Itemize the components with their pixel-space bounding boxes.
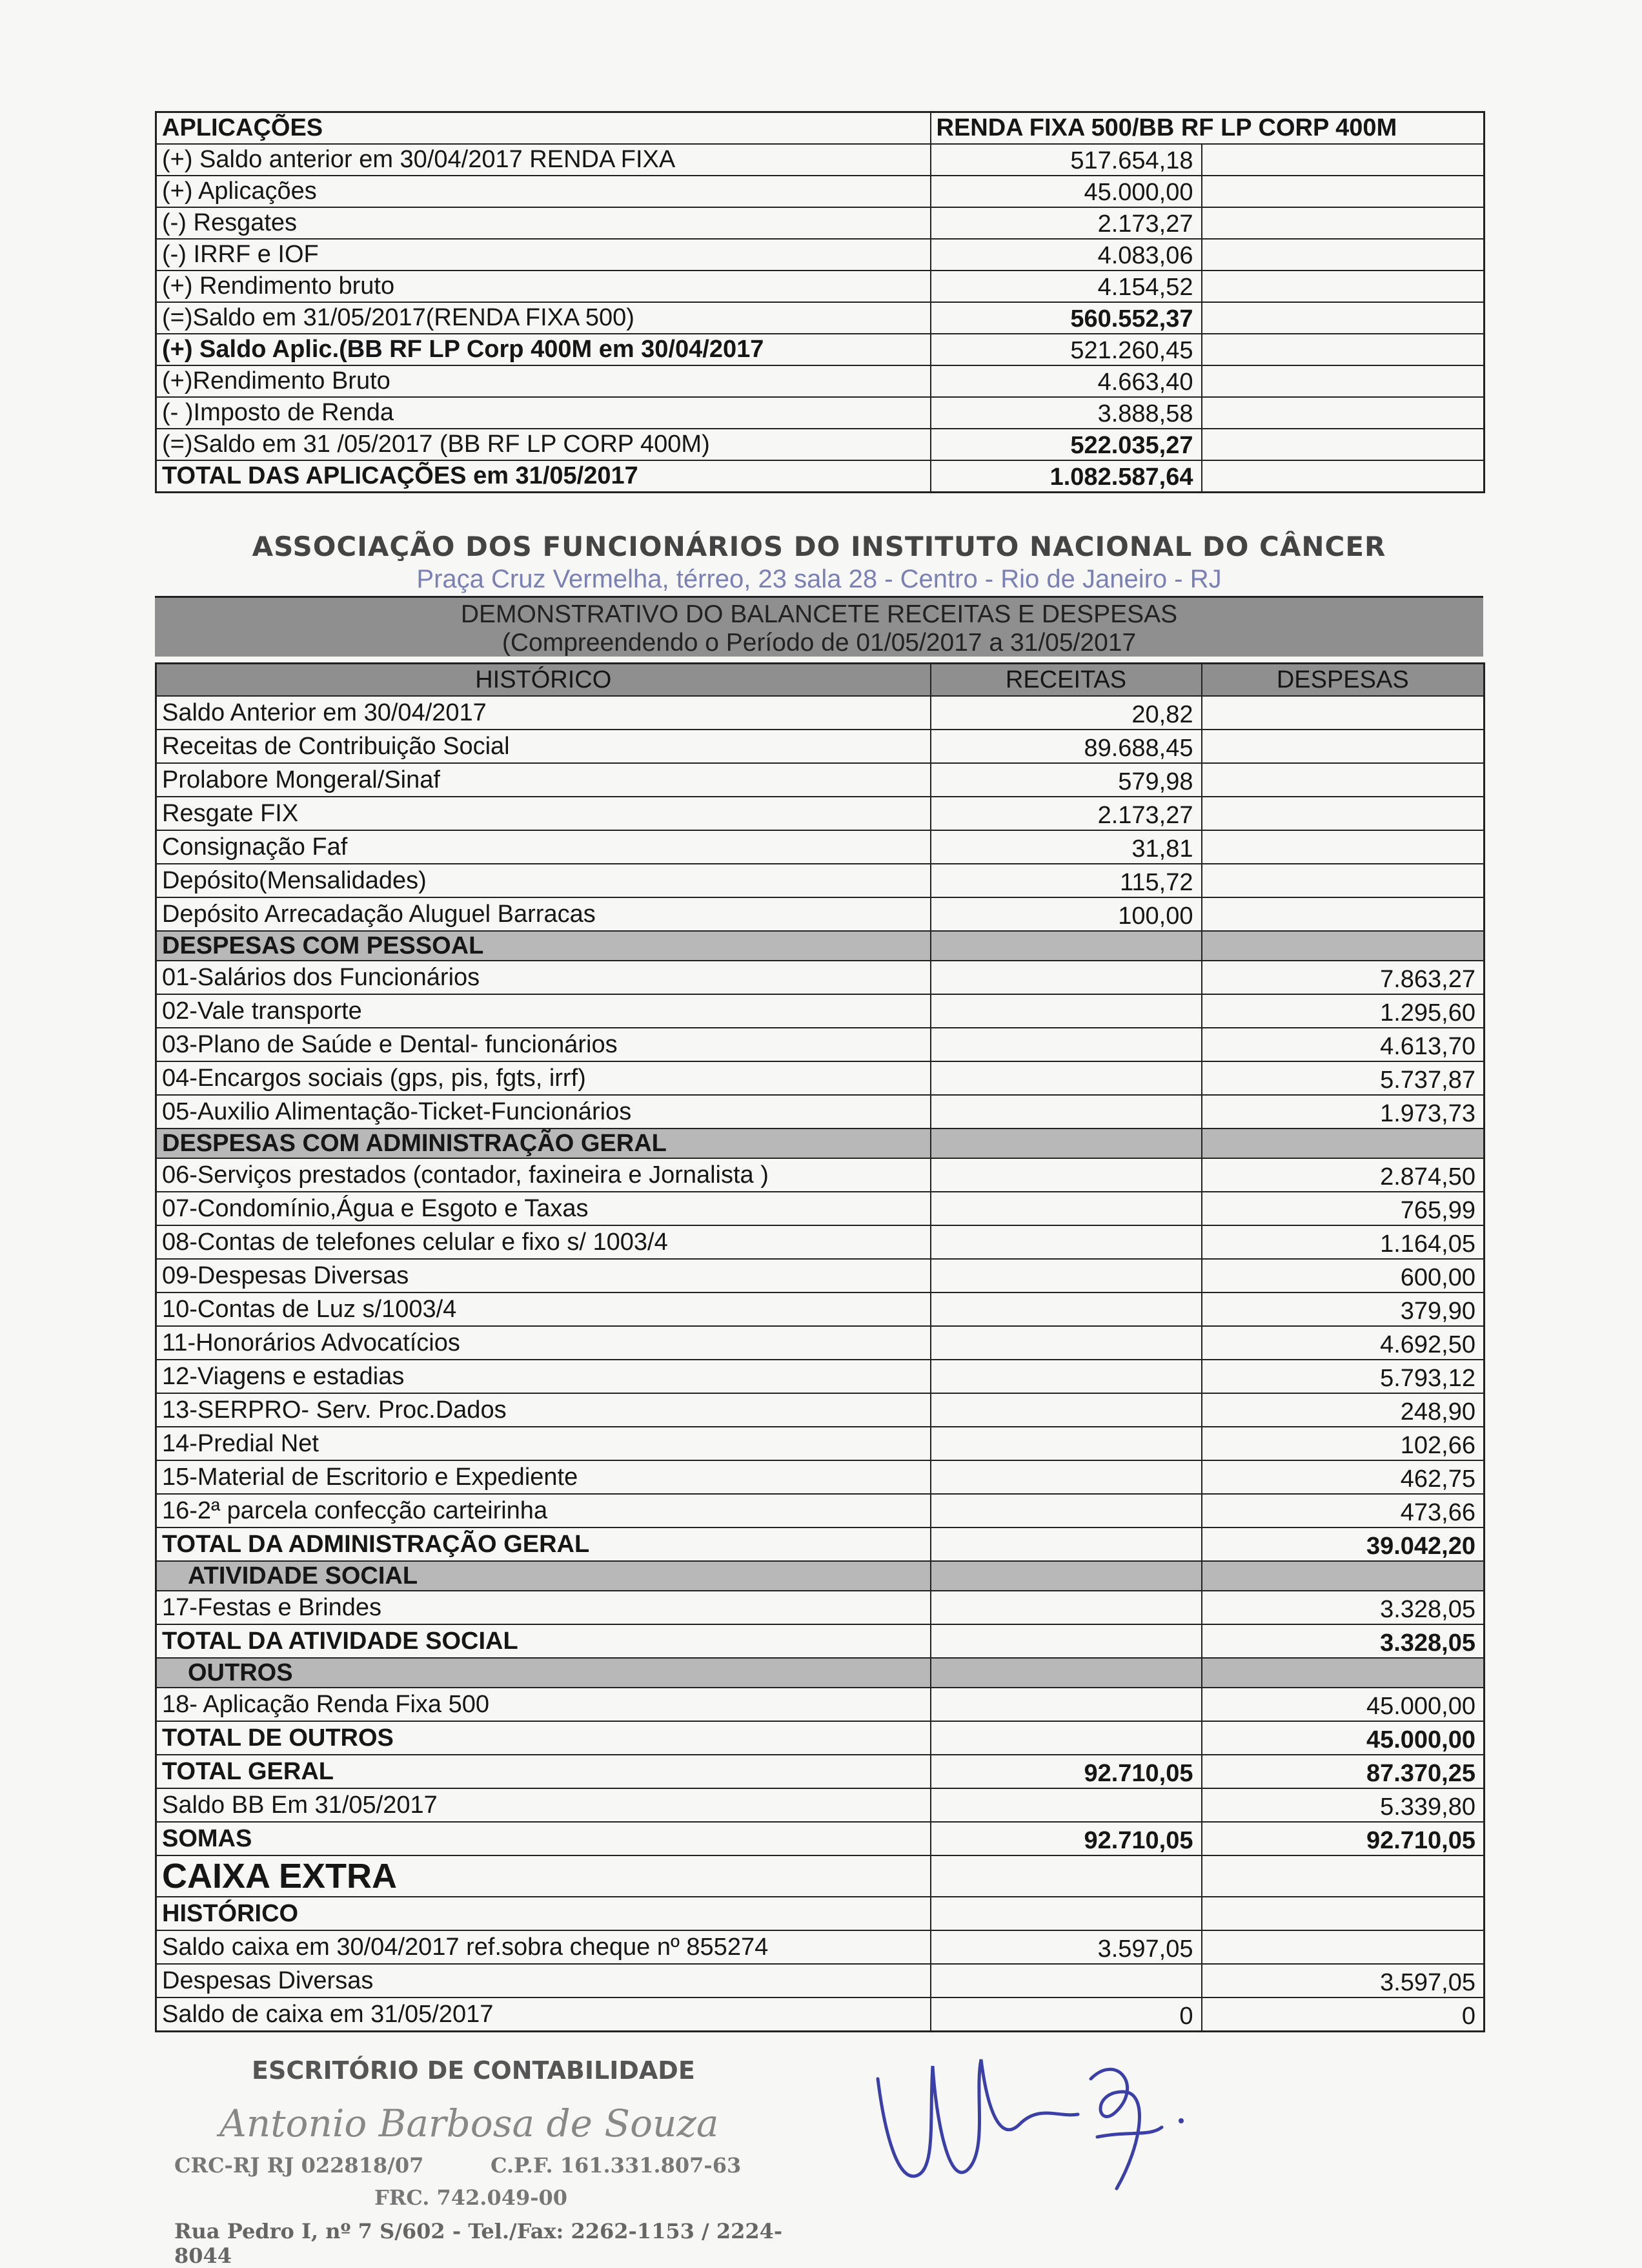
aplicacoes-row-empty bbox=[1202, 144, 1485, 176]
aplicacoes-row-empty bbox=[1202, 460, 1485, 493]
row-historico: 05-Auxilio Alimentação-Ticket-Funcionários bbox=[156, 1095, 931, 1129]
table-row bbox=[156, 1061, 1485, 1095]
row-historico: Saldo de caixa em 31/05/2017 bbox=[156, 1997, 931, 2032]
table-row bbox=[156, 1591, 1485, 1624]
table-row bbox=[156, 1964, 1485, 1997]
section-title: ATIVIDADE SOCIAL bbox=[156, 1561, 931, 1591]
row-historico: 14-Predial Net bbox=[156, 1427, 931, 1460]
row-receita: 92.710,05 bbox=[931, 1755, 1202, 1788]
row-despesa: 1.164,05 bbox=[1202, 1225, 1485, 1259]
stamp-frc: FRC. 742.049-00 bbox=[374, 2185, 568, 2210]
stamp-cpf: C.P.F. 161.331.807-63 bbox=[491, 2153, 742, 2178]
handwritten-signature bbox=[871, 2040, 1233, 2208]
row-despesa: 1.973,73 bbox=[1202, 1095, 1485, 1129]
row-historico: 04-Encargos sociais (gps, pis, fgts, irrf) bbox=[156, 1061, 931, 1095]
section-empty-receita bbox=[931, 931, 1202, 961]
row-receita bbox=[931, 1028, 1202, 1061]
table-row bbox=[156, 1788, 1485, 1822]
row-despesa: 473,66 bbox=[1202, 1494, 1485, 1527]
row-historico: Receitas de Contribuição Social bbox=[156, 730, 931, 763]
report-title: DEMONSTRATIVO DO BALANCETE RECEITAS E DESPESAS bbox=[460, 600, 1178, 628]
aplicacoes-row-value: 45.000,00 bbox=[931, 176, 1202, 207]
table-row bbox=[156, 1095, 1485, 1129]
row-receita: 100,00 bbox=[931, 897, 1202, 931]
row-despesa bbox=[1202, 897, 1485, 931]
aplicacoes-row-label: (-) IRRF e IOF bbox=[156, 239, 931, 271]
report-header bbox=[155, 516, 1483, 657]
aplicacoes-row bbox=[156, 302, 1485, 334]
row-despesa: 5.737,87 bbox=[1202, 1061, 1485, 1095]
aplicacoes-row-value: 2.173,27 bbox=[931, 207, 1202, 239]
row-despesa: 5.793,12 bbox=[1202, 1360, 1485, 1393]
row-receita: 20,82 bbox=[931, 696, 1202, 730]
row-despesa: 2.874,50 bbox=[1202, 1158, 1485, 1192]
table-row bbox=[156, 1158, 1485, 1192]
row-despesa: 7.863,27 bbox=[1202, 961, 1485, 994]
aplicacoes-row bbox=[156, 460, 1485, 493]
table-row bbox=[156, 1688, 1485, 1721]
table-row bbox=[156, 1259, 1485, 1292]
aplicacoes-row-empty bbox=[1202, 429, 1485, 460]
aplicacoes-row-value: 517.654,18 bbox=[931, 144, 1202, 176]
table-row bbox=[156, 1225, 1485, 1259]
column-header-row bbox=[156, 664, 1485, 697]
aplicacoes-header-fund: RENDA FIXA 500/BB RF LP CORP 400M bbox=[931, 112, 1485, 145]
row-receita: 92.710,05 bbox=[931, 1822, 1202, 1855]
row-receita bbox=[931, 1721, 1202, 1755]
row-historico: HISTÓRICO bbox=[156, 1897, 931, 1930]
aplicacoes-row-empty bbox=[1202, 334, 1485, 365]
organization-title: ASSOCIAÇÃO DOS FUNCIONÁRIOS DO INSTITUTO NACIONAL DO CÂNCER bbox=[252, 531, 1386, 562]
aplicacoes-row-label: (+) Aplicações bbox=[156, 176, 931, 207]
row-receita bbox=[931, 1292, 1202, 1326]
row-despesa: 1.295,60 bbox=[1202, 994, 1485, 1028]
row-despesa: 3.328,05 bbox=[1202, 1624, 1485, 1658]
section-empty-despesa bbox=[1202, 931, 1485, 961]
section-empty-despesa bbox=[1202, 1129, 1485, 1158]
row-despesa bbox=[1202, 797, 1485, 830]
balancete-table bbox=[155, 662, 1485, 2032]
row-historico: 16-2ª parcela confecção carteirinha bbox=[156, 1494, 931, 1527]
row-despesa: 4.692,50 bbox=[1202, 1326, 1485, 1360]
stamp-crc: CRC-RJ RJ 022818/07 bbox=[174, 2153, 424, 2178]
aplicacoes-row-value: 521.260,45 bbox=[931, 334, 1202, 365]
row-despesa: 5.339,80 bbox=[1202, 1788, 1485, 1822]
table-row bbox=[156, 797, 1485, 830]
row-receita bbox=[931, 1158, 1202, 1192]
table-row bbox=[156, 1930, 1485, 1964]
section-title: DESPESAS COM ADMINISTRAÇÃO GERAL bbox=[156, 1129, 931, 1158]
row-despesa: 87.370,25 bbox=[1202, 1755, 1485, 1788]
section-empty-receita bbox=[931, 1658, 1202, 1688]
section-empty-despesa bbox=[1202, 1561, 1485, 1591]
section-empty-despesa bbox=[1202, 1658, 1485, 1688]
row-receita: 0 bbox=[931, 1997, 1202, 2032]
table-row bbox=[156, 1624, 1485, 1658]
row-receita: 115,72 bbox=[931, 864, 1202, 897]
row-historico: 07-Condomínio,Água e Esgoto e Taxas bbox=[156, 1192, 931, 1225]
row-historico: 17-Festas e Brindes bbox=[156, 1591, 931, 1624]
row-historico: 15-Material de Escritorio e Expediente bbox=[156, 1460, 931, 1494]
aplicacoes-row-label: TOTAL DAS APLICAÇÕES em 31/05/2017 bbox=[156, 460, 931, 493]
section-title: DESPESAS COM PESSOAL bbox=[156, 931, 931, 961]
aplicacoes-row-label: (-) Resgates bbox=[156, 207, 931, 239]
table-row bbox=[156, 1393, 1485, 1427]
section-row bbox=[156, 1129, 1485, 1158]
table-row bbox=[156, 1326, 1485, 1360]
row-despesa: 462,75 bbox=[1202, 1460, 1485, 1494]
table-row bbox=[156, 994, 1485, 1028]
row-historico: 11-Honorários Advocatícios bbox=[156, 1326, 931, 1360]
row-historico: 09-Despesas Diversas bbox=[156, 1259, 931, 1292]
report-title-band bbox=[155, 596, 1483, 657]
row-receita bbox=[931, 1897, 1202, 1930]
aplicacoes-row-label: (=)Saldo em 31 /05/2017 (BB RF LP CORP 400M) bbox=[156, 429, 931, 460]
aplicacoes-row bbox=[156, 397, 1485, 429]
section-row bbox=[156, 1658, 1485, 1688]
row-despesa bbox=[1202, 830, 1485, 864]
row-historico: TOTAL DA ATIVIDADE SOCIAL bbox=[156, 1624, 931, 1658]
aplicacoes-row bbox=[156, 365, 1485, 397]
aplicacoes-row-empty bbox=[1202, 176, 1485, 207]
table-row bbox=[156, 1292, 1485, 1326]
table-row bbox=[156, 1997, 1485, 2032]
aplicacoes-row-empty bbox=[1202, 207, 1485, 239]
table-row bbox=[156, 1755, 1485, 1788]
row-historico: 10-Contas de Luz s/1003/4 bbox=[156, 1292, 931, 1326]
aplicacoes-row-empty bbox=[1202, 271, 1485, 302]
row-receita bbox=[931, 1688, 1202, 1721]
accountant-stamp bbox=[168, 2056, 813, 2268]
row-historico: Saldo BB Em 31/05/2017 bbox=[156, 1788, 931, 1822]
row-historico: Consignação Faf bbox=[156, 830, 931, 864]
row-despesa: 92.710,05 bbox=[1202, 1822, 1485, 1855]
row-receita bbox=[931, 1788, 1202, 1822]
row-despesa: 600,00 bbox=[1202, 1259, 1485, 1292]
row-receita: 89.688,45 bbox=[931, 730, 1202, 763]
aplicacoes-row-label: (+) Saldo anterior em 30/04/2017 RENDA FIXA bbox=[156, 144, 931, 176]
aplicacoes-header-row bbox=[156, 112, 1485, 145]
table-row bbox=[156, 1192, 1485, 1225]
aplicacoes-row-value: 4.083,06 bbox=[931, 239, 1202, 271]
row-historico: SOMAS bbox=[156, 1822, 931, 1855]
row-despesa bbox=[1202, 864, 1485, 897]
row-historico: 08-Contas de telefones celular e fixo s/ 1003/4 bbox=[156, 1225, 931, 1259]
aplicacoes-row bbox=[156, 176, 1485, 207]
row-historico: 12-Viagens e estadias bbox=[156, 1360, 931, 1393]
row-receita bbox=[931, 1061, 1202, 1095]
aplicacoes-row-label: (+)Rendimento Bruto bbox=[156, 365, 931, 397]
table-row bbox=[156, 1527, 1485, 1561]
row-historico: 18- Aplicação Renda Fixa 500 bbox=[156, 1688, 931, 1721]
aplicacoes-row-empty bbox=[1202, 239, 1485, 271]
row-receita: 3.597,05 bbox=[931, 1930, 1202, 1964]
row-despesa: 45.000,00 bbox=[1202, 1721, 1485, 1755]
row-despesa: 4.613,70 bbox=[1202, 1028, 1485, 1061]
table-row bbox=[156, 1721, 1485, 1755]
row-historico: Depósito(Mensalidades) bbox=[156, 864, 931, 897]
row-historico: 01-Salários dos Funcionários bbox=[156, 961, 931, 994]
table-row bbox=[156, 1028, 1485, 1061]
aplicacoes-row-empty bbox=[1202, 302, 1485, 334]
row-historico: CAIXA EXTRA bbox=[156, 1855, 931, 1897]
row-despesa: 379,90 bbox=[1202, 1292, 1485, 1326]
row-receita bbox=[931, 1527, 1202, 1561]
table-row bbox=[156, 1360, 1485, 1393]
table-row bbox=[156, 1822, 1485, 1855]
row-receita bbox=[931, 994, 1202, 1028]
table-row bbox=[156, 1427, 1485, 1460]
row-despesa bbox=[1202, 696, 1485, 730]
row-despesa bbox=[1202, 1855, 1485, 1897]
row-historico: Prolabore Mongeral/Sinaf bbox=[156, 763, 931, 797]
row-historico: Depósito Arrecadação Aluguel Barracas bbox=[156, 897, 931, 931]
row-receita: 579,98 bbox=[931, 763, 1202, 797]
column-header-historico: HISTÓRICO bbox=[156, 664, 931, 697]
row-receita: 31,81 bbox=[931, 830, 1202, 864]
row-despesa bbox=[1202, 730, 1485, 763]
row-despesa: 3.328,05 bbox=[1202, 1591, 1485, 1624]
aplicacoes-table bbox=[155, 111, 1485, 493]
table-row bbox=[156, 1494, 1485, 1527]
row-historico: Saldo caixa em 30/04/2017 ref.sobra cheque nº 855274 bbox=[156, 1930, 931, 1964]
row-receita bbox=[931, 1360, 1202, 1393]
aplicacoes-row bbox=[156, 207, 1485, 239]
row-historico: Saldo Anterior em 30/04/2017 bbox=[156, 696, 931, 730]
row-receita bbox=[931, 1192, 1202, 1225]
section-empty-receita bbox=[931, 1129, 1202, 1158]
aplicacoes-row-label: (=)Saldo em 31/05/2017(RENDA FIXA 500) bbox=[156, 302, 931, 334]
row-despesa bbox=[1202, 763, 1485, 797]
row-receita bbox=[931, 961, 1202, 994]
table-row bbox=[156, 1460, 1485, 1494]
row-despesa: 248,90 bbox=[1202, 1393, 1485, 1427]
section-row bbox=[156, 1561, 1485, 1591]
row-historico: Despesas Diversas bbox=[156, 1964, 931, 1997]
aplicacoes-row-value: 1.082.587,64 bbox=[931, 460, 1202, 493]
table-row bbox=[156, 897, 1485, 931]
column-header-receitas: RECEITAS bbox=[931, 664, 1202, 697]
section-row bbox=[156, 931, 1485, 961]
section-title: OUTROS bbox=[156, 1658, 931, 1688]
aplicacoes-row bbox=[156, 271, 1485, 302]
table-row bbox=[156, 961, 1485, 994]
table-row bbox=[156, 864, 1485, 897]
row-receita bbox=[931, 1095, 1202, 1129]
table-row bbox=[156, 696, 1485, 730]
row-historico: Resgate FIX bbox=[156, 797, 931, 830]
aplicacoes-header-label: APLICAÇÕES bbox=[156, 112, 931, 145]
table-row bbox=[156, 830, 1485, 864]
stamp-address: Rua Pedro I, nº 7 S/602 - Tel./Fax: 2262-1153 / 2224-8044 bbox=[174, 2219, 783, 2268]
row-receita bbox=[931, 1494, 1202, 1527]
table-row bbox=[156, 730, 1485, 763]
row-historico: 02-Vale transporte bbox=[156, 994, 931, 1028]
report-period: (Compreendendo o Período de 01/05/2017 a 31/05/2017 bbox=[502, 629, 1137, 657]
row-historico: 03-Plano de Saúde e Dental- funcionários bbox=[156, 1028, 931, 1061]
aplicacoes-row-value: 4.663,40 bbox=[931, 365, 1202, 397]
row-historico: 06-Serviços prestados (contador, faxineira e Jornalista ) bbox=[156, 1158, 931, 1192]
aplicacoes-row-label: (- )Imposto de Renda bbox=[156, 397, 931, 429]
aplicacoes-row bbox=[156, 429, 1485, 460]
aplicacoes-row-empty bbox=[1202, 365, 1485, 397]
stamp-office-name: ESCRITÓRIO DE CONTABILIDADE bbox=[252, 2056, 695, 2085]
row-historico: TOTAL DA ADMINISTRAÇÃO GERAL bbox=[156, 1527, 931, 1561]
aplicacoes-row-value: 560.552,37 bbox=[931, 302, 1202, 334]
row-receita bbox=[931, 1326, 1202, 1360]
row-despesa: 102,66 bbox=[1202, 1427, 1485, 1460]
row-despesa bbox=[1202, 1930, 1485, 1964]
row-receita bbox=[931, 1259, 1202, 1292]
row-receita bbox=[931, 1427, 1202, 1460]
section-empty-receita bbox=[931, 1561, 1202, 1591]
aplicacoes-row-value: 4.154,52 bbox=[931, 271, 1202, 302]
row-historico: TOTAL GERAL bbox=[156, 1755, 931, 1788]
row-receita bbox=[931, 1460, 1202, 1494]
aplicacoes-row-label: (+) Rendimento bruto bbox=[156, 271, 931, 302]
aplicacoes-row-value: 522.035,27 bbox=[931, 429, 1202, 460]
row-despesa: 3.597,05 bbox=[1202, 1964, 1485, 1997]
row-historico: 13-SERPRO- Serv. Proc.Dados bbox=[156, 1393, 931, 1427]
table-row bbox=[156, 1855, 1485, 1897]
row-receita bbox=[931, 1393, 1202, 1427]
row-receita bbox=[931, 1591, 1202, 1624]
row-receita bbox=[931, 1624, 1202, 1658]
row-receita: 2.173,27 bbox=[931, 797, 1202, 830]
row-receita bbox=[931, 1225, 1202, 1259]
row-despesa: 39.042,20 bbox=[1202, 1527, 1485, 1561]
aplicacoes-row bbox=[156, 144, 1485, 176]
row-despesa: 765,99 bbox=[1202, 1192, 1485, 1225]
aplicacoes-row bbox=[156, 239, 1485, 271]
row-despesa: 45.000,00 bbox=[1202, 1688, 1485, 1721]
organization-address: Praça Cruz Vermelha, térreo, 23 sala 28 - Centro - Rio de Janeiro - RJ bbox=[416, 565, 1222, 593]
aplicacoes-row-label: (+) Saldo Aplic.(BB RF LP Corp 400M em 30/04/2017 bbox=[156, 334, 931, 365]
stamp-accountant-name: Antonio Barbosa de Souza bbox=[219, 2101, 719, 2145]
row-despesa bbox=[1202, 1897, 1485, 1930]
row-receita bbox=[931, 1964, 1202, 1997]
column-header-despesas: DESPESAS bbox=[1202, 664, 1485, 697]
table-row bbox=[156, 1897, 1485, 1930]
aplicacoes-row bbox=[156, 334, 1485, 365]
row-historico: TOTAL DE OUTROS bbox=[156, 1721, 931, 1755]
row-despesa: 0 bbox=[1202, 1997, 1485, 2032]
aplicacoes-row-value: 3.888,58 bbox=[931, 397, 1202, 429]
table-row bbox=[156, 763, 1485, 797]
aplicacoes-row-empty bbox=[1202, 397, 1485, 429]
row-receita bbox=[931, 1855, 1202, 1897]
